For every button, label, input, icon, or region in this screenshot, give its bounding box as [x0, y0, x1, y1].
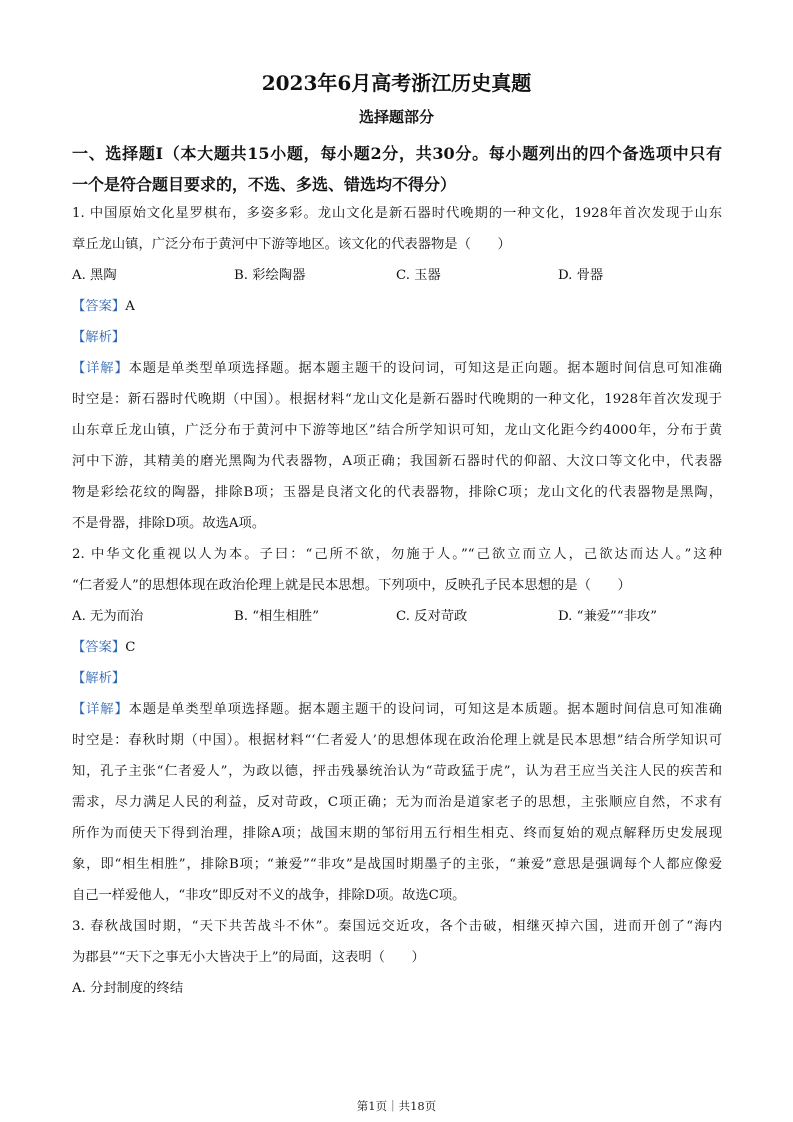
option-d: D. 骨器: [558, 268, 604, 283]
page-footer: 第1页｜共18页: [356, 1099, 437, 1113]
option-a: A. 黑陶: [72, 268, 117, 283]
question-stem-line: 章丘龙山镇，广泛分布于黄河中下游等地区。该文化的代表器物是（ ）: [72, 237, 511, 252]
answer-label: 【答案】: [72, 640, 126, 655]
detail-label: 【详解】: [72, 361, 129, 376]
answer-label: 【答案】: [72, 299, 126, 314]
detail-line: 时空是：新石器时代晚期（中国）。根据材料“龙山文化是新石器时代晚期的一种文化，1928年首次发现于: [72, 392, 722, 407]
question-stem-line: 1. 中国原始文化星罗棋布，多姿多彩。龙山文化是新石器时代晚期的一种文化，1928年首次发现于山东: [72, 206, 722, 221]
option-c: C. 反对苛政: [396, 609, 468, 624]
question-stem-line: 2. 中华文化重视以人为本。子曰：“己所不欲，勿施于人。”“己欲立而立人，己欲达而达人。”这种: [72, 547, 722, 562]
analysis-label: 【解析】: [72, 330, 126, 345]
detail-line: [72, 694, 722, 725]
answer-line: [72, 291, 722, 322]
section-heading-line: 一、选择题Ⅰ（本大题共15小题，每小题2分，共30分。每小题列出的四个备选项中只有: [72, 144, 722, 163]
detail-line: 需求，尽力满足人民的利益，反对苛政，C项正确；无为而治是道家老子的思想，主张顺应自然，不求有: [72, 795, 722, 810]
option-b: B. “相生相胜”: [234, 609, 320, 624]
detail-line: 自己一样爱他人，“非攻”即反对不义的战争，排除D项。故选C项。: [72, 888, 466, 903]
question-stem-line: 3. 春秋战国时期，“天下共苦战斗不休”。秦国远交近攻，各个击破，相继灭掉六国，进而开创了“海内: [72, 919, 722, 934]
page-title: 2023年6月高考浙江历史真题: [261, 71, 532, 95]
detail-line: 知，孔子主张“仁者爱人”，为政以德，抨击残暴统治认为“苛政猛于虎”，认为君王应当关注人民的疾苦和: [72, 764, 722, 779]
question-1: [72, 198, 722, 539]
detail-line: 物是彩绘花纹的陶器，排除B项；玉器是良渚文化的代表器物，排除C项；龙山文化的代表器物是黑陶，: [72, 485, 722, 500]
option-a: A. 分封制度的终结: [72, 981, 184, 996]
answer-line: [72, 632, 722, 663]
section-heading-line: 一个是符合题目要求的，不选、多选、错选均不得分）: [72, 175, 457, 194]
page-subtitle: 选择题部分: [358, 108, 434, 126]
question-2: [72, 539, 722, 911]
detail-line: 山东章丘龙山镇，广泛分布于黄河中下游等地区”结合所学知识可知，龙山文化距今约4000年，分布于黄: [72, 423, 722, 438]
option-d: D. “兼爱”“非攻”: [558, 609, 658, 624]
question-options: [72, 260, 722, 291]
question-stem-line: 为郡县”“天下之事无小大皆决于上”的局面，这表明（ ）: [72, 950, 425, 965]
detail-line: 所作为而使天下得到治理，排除A项；战国末期的邹衍用五行相生相克、终而复始的观点解释历史发展现: [72, 826, 722, 841]
option-b: B. 彩绘陶器: [234, 268, 306, 283]
analysis-line: [72, 663, 722, 694]
answer-value: C: [125, 640, 136, 655]
detail-label: 【详解】: [72, 702, 129, 717]
option-c: C. 玉器: [396, 268, 441, 283]
detail-line: 不是骨器，排除D项。故选A项。: [72, 516, 266, 531]
analysis-line: [72, 322, 722, 353]
answer-value: A: [125, 299, 135, 314]
detail-line: 时空是：春秋时期（中国）。根据材料“‘仁者爱人’的思想体现在政治伦理上就是民本思想”结合所学知识可: [72, 733, 722, 748]
question-stem-line: “仁者爱人”的思想体现在政治伦理上就是民本思想。下列项中，反映孔子民本思想的是（ ）: [72, 578, 631, 593]
analysis-label: 【解析】: [72, 671, 126, 686]
question-options: [72, 601, 722, 632]
option-a: A. 无为而治: [72, 609, 144, 624]
detail-line: 象，即“相生相胜”，排除B项；“兼爱”“非攻”是战国时期墨子的主张，“兼爱”意思是强调每个人都应像爱: [72, 857, 722, 872]
section-heading: [72, 138, 722, 200]
detail-line: 河中下游，其精美的磨光黑陶为代表器物，A项正确；我国新石器时代的仰韶、大汶口等文化中，代表器: [72, 454, 722, 469]
detail-text: 本题是单类型单项选择题。据本题主题干的设问词，可知这是正向题。据本题时间信息可知准确: [128, 361, 722, 376]
question-3: [72, 911, 722, 1004]
detail-text: 本题是单类型单项选择题。据本题主题干的设问词，可知这是本质题。据本题时间信息可知准确: [128, 702, 722, 717]
document-body: [72, 198, 722, 1004]
detail-line: [72, 353, 722, 384]
